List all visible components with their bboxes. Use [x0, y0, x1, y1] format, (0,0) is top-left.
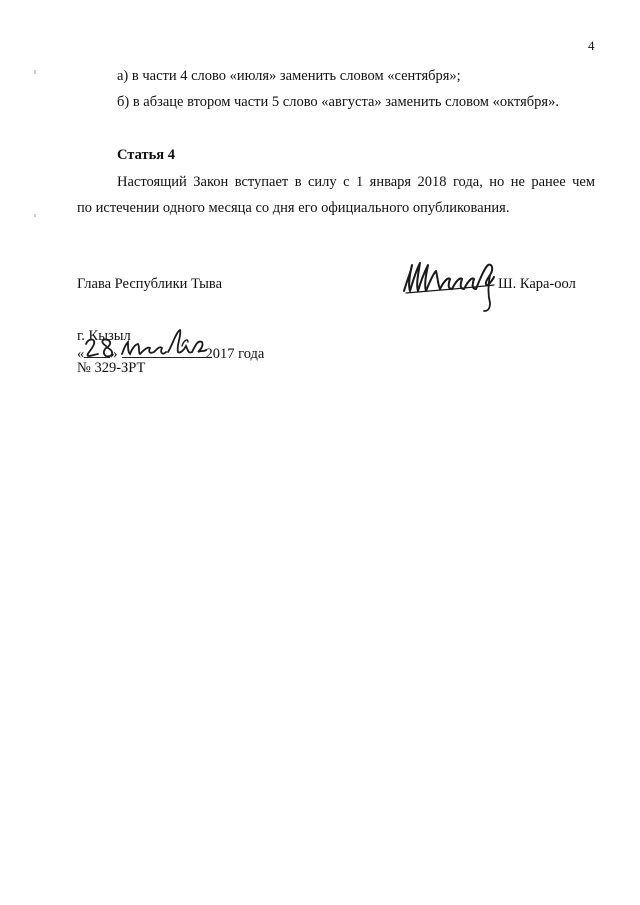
article-heading: Статья 4 — [117, 147, 175, 163]
signatory-name: Ш. Кара-оол — [498, 276, 576, 292]
page-number: 4 — [588, 38, 595, 53]
scan-mark — [34, 214, 36, 217]
signatory-title: Глава Республики Тыва — [77, 276, 223, 292]
date-year: 2017 года — [205, 346, 265, 362]
signature-icon — [398, 255, 502, 313]
issue-city: г. Кызыл — [77, 328, 131, 344]
date-close-quote: » — [110, 346, 118, 362]
article-paragraph-line-2: по истечении одного месяца со дня его официального опубликования. — [77, 200, 510, 216]
law-number: № 329-ЗРТ — [77, 360, 146, 376]
date-open-quote: « — [77, 346, 85, 362]
handwritten-day-icon — [78, 332, 122, 362]
amendment-item-b: б) в абзаце втором части 5 слово «августа» заменить словом «октября». — [117, 94, 559, 110]
amendment-item-a: а) в части 4 слово «июля» заменить словом «сентября»; — [117, 68, 461, 84]
scan-mark — [34, 70, 36, 74]
article-paragraph-line-1: Настоящий Закон вступает в силу с 1 января 2018 года, но не ранее чем — [117, 174, 595, 190]
